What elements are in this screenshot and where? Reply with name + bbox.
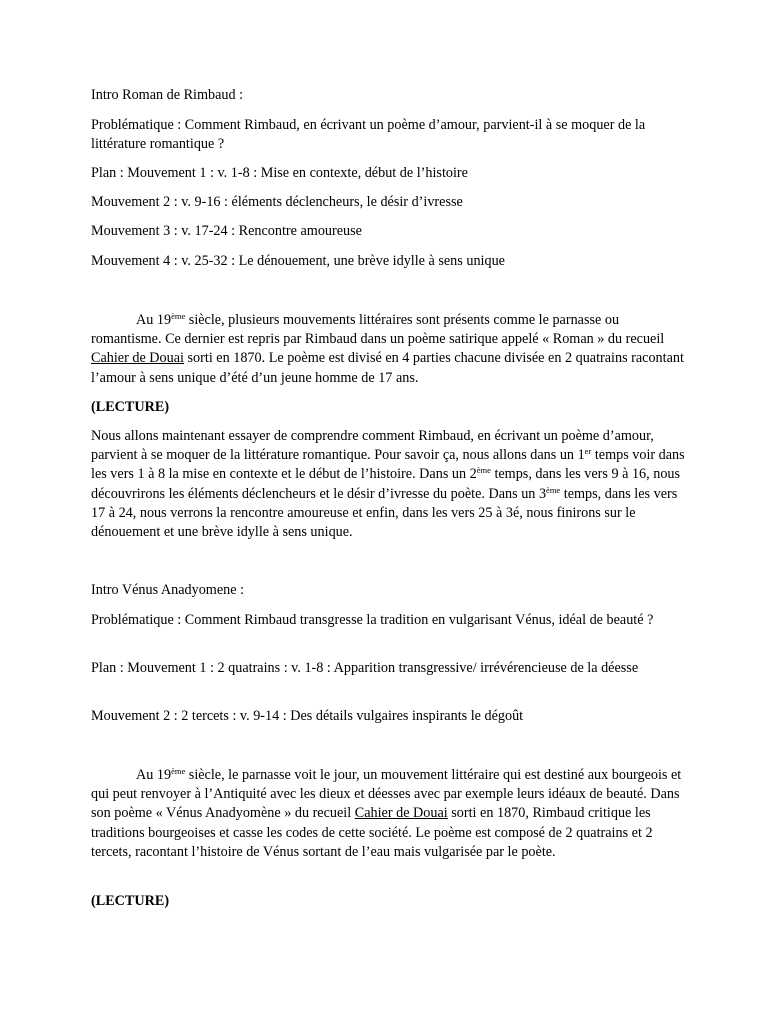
superscript: er bbox=[584, 446, 592, 457]
text-run: Au 19 bbox=[136, 312, 172, 328]
collection-title: Cahier de Douai bbox=[354, 805, 448, 822]
intro-venus-mouvement-2: Mouvement 2 : 2 tercets : v. 9-14 : Des détails vulgaires inspirants le dégoût bbox=[91, 708, 524, 724]
text-run: sorti en 1870, Rimbaud critique les traditions bourgeoises et casse les codes de cette société. Le poème est composé de 2 quatrains et 2 tercets, racontant l’histoire de Vénus sortant de l’eau mais vulgarisée par le poète. bbox=[91, 805, 653, 860]
text-run: temps, dans les vers 17 à 24, nous verrons la rencontre amoureuse et enfin, dans les vers 25 à 3é, nous finirons sur le dénouement et une brève idylle à sens unique. bbox=[91, 485, 678, 541]
superscript: ème bbox=[171, 311, 186, 321]
text-run: siècle, plusieurs mouvements littéraires sont présents comme le parnasse ou romantisme. Ce dernier est repris par Rimbaud dans un poème satirique appelé « Roman » du recueil bbox=[91, 312, 665, 348]
intro-roman-paragraph bbox=[91, 311, 691, 388]
intro-venus-paragraph bbox=[91, 766, 691, 862]
text-run: Au 19 bbox=[136, 767, 172, 783]
text-run: sorti en 1870. Le poème est divisé en 4 parties chacune divisée en 2 quatrains racontant l’amour à sens unique d’été d’un jeune homme de 17 ans. bbox=[91, 350, 684, 386]
text-run: Nous allons maintenant essayer de comprendre comment Rimbaud, en écrivant un poème d’amour, parvient à se moquer de la littérature romantique. Pour savoir ça, nous allons dans un 1 bbox=[91, 428, 654, 464]
intro-roman-problematique: Problématique : Comment Rimbaud, en écrivant un poème d’amour, parvient-il à se moquer de la littérature romantique ? bbox=[91, 117, 646, 153]
intro-roman-mouvement-2: Mouvement 2 : v. 9-16 : éléments déclencheurs, le désir d’ivresse bbox=[91, 194, 463, 210]
intro-roman-plan-mouvement-1: Plan : Mouvement 1 : v. 1-8 : Mise en contexte, début de l’histoire bbox=[91, 165, 468, 181]
intro-roman-mouvement-4: Mouvement 4 : v. 25-32 : Le dénouement, une brève idylle à sens unique bbox=[91, 253, 505, 269]
intro-roman-annonce-plan bbox=[91, 427, 691, 542]
intro-venus-title: Intro Vénus Anadyomene : bbox=[91, 582, 245, 598]
intro-venus-problematique: Problématique : Comment Rimbaud transgresse la tradition en vulgarisant Vénus, idéal de beauté ? bbox=[91, 612, 654, 628]
superscript: ème bbox=[476, 465, 491, 476]
superscript: ème bbox=[171, 766, 186, 776]
text-run: temps voir dans les vers 1 à 8 la mise en contexte et le début de l’histoire. Dans un 2 bbox=[91, 447, 685, 483]
text-run: temps, dans les vers 9 à 16, nous découvrirons les éléments déclencheurs et le désir d’ivresse du poète. Dans un 3 bbox=[91, 466, 681, 502]
intro-venus-plan-mouvement-1: Plan : Mouvement 1 : 2 quatrains : v. 1-8 : Apparition transgressive/ irrévérencieuse de la déesse bbox=[91, 660, 639, 676]
collection-title: Cahier de Douai bbox=[91, 350, 184, 367]
text-run: siècle, le parnasse voit le jour, un mouvement littéraire qui est destiné aux bourgeois et qui peut renvoyer à l’Antiquité avec les dieux et déesses avec par exemple leurs idéaux de beauté. Dans son poème « Vénus Anadyomène » du recueil bbox=[91, 767, 682, 822]
intro-roman-lecture: (LECTURE) bbox=[91, 399, 170, 415]
superscript: ème bbox=[546, 484, 561, 495]
intro-venus-lecture: (LECTURE) bbox=[91, 893, 170, 909]
intro-roman-title: Intro Roman de Rimbaud : bbox=[91, 87, 244, 103]
intro-roman-mouvement-3: Mouvement 3 : v. 17-24 : Rencontre amoureuse bbox=[91, 223, 362, 239]
